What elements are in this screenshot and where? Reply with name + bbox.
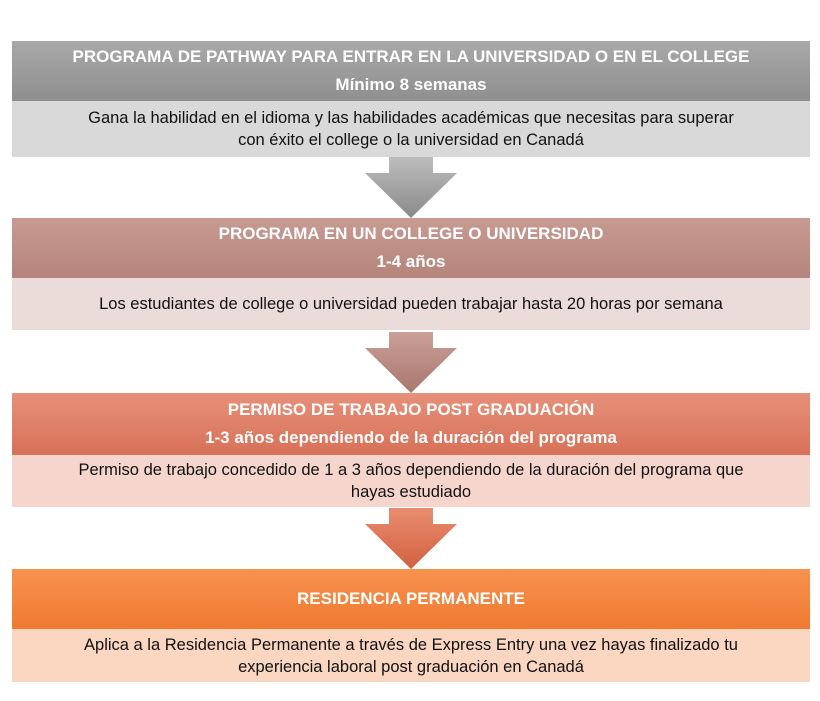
description-line: con éxito el college o la universidad en Canadá <box>238 131 584 149</box>
description-line: Los estudiantes de college o universidad pueden trabajar hasta 20 horas por semana <box>99 295 723 313</box>
description-line: Aplica a la Residencia Permanente a través de Express Entry una vez hayas finalizado tu <box>84 635 738 654</box>
step-description <box>12 455 810 507</box>
description-line: Gana la habilidad en el idioma y las habilidades académicas que necesitas para superar <box>88 109 734 127</box>
step-header <box>12 218 810 278</box>
step-post-graduation-work-permit <box>12 393 810 507</box>
description-line: Permiso de trabajo concedido de 1 a 3 años dependiendo de la duración del programa que <box>78 461 744 479</box>
step-title: PROGRAMA DE PATHWAY PARA ENTRAR EN LA UNIVERSIDAD O EN EL COLLEGE <box>72 47 750 66</box>
step-header <box>12 393 810 455</box>
step-header <box>12 569 810 629</box>
step-pathway-program <box>12 41 810 157</box>
down-arrow-icon <box>365 332 457 393</box>
step-college-program <box>12 218 810 330</box>
step-title: PROGRAMA EN UN COLLEGE O UNIVERSIDAD <box>218 224 604 243</box>
description-line: hayas estudiado <box>350 483 472 501</box>
down-arrow-icon <box>365 508 457 569</box>
step-permanent-residence <box>12 569 810 682</box>
step-description <box>12 629 810 682</box>
step-duration: 1-4 años <box>376 252 446 271</box>
step-title: PERMISO DE TRABAJO POST GRADUACIÓN <box>227 400 595 419</box>
step-duration: Mínimo 8 semanas <box>335 75 487 94</box>
step-duration: 1-3 años dependiendo de la duración del programa <box>205 428 617 447</box>
step-header <box>12 41 810 101</box>
step-description <box>12 101 810 157</box>
down-arrow-icon <box>365 157 457 218</box>
step-description <box>12 278 810 330</box>
step-title: RESIDENCIA PERMANENTE <box>297 589 525 608</box>
description-line: experiencia laboral post graduación en Canadá <box>238 657 584 676</box>
